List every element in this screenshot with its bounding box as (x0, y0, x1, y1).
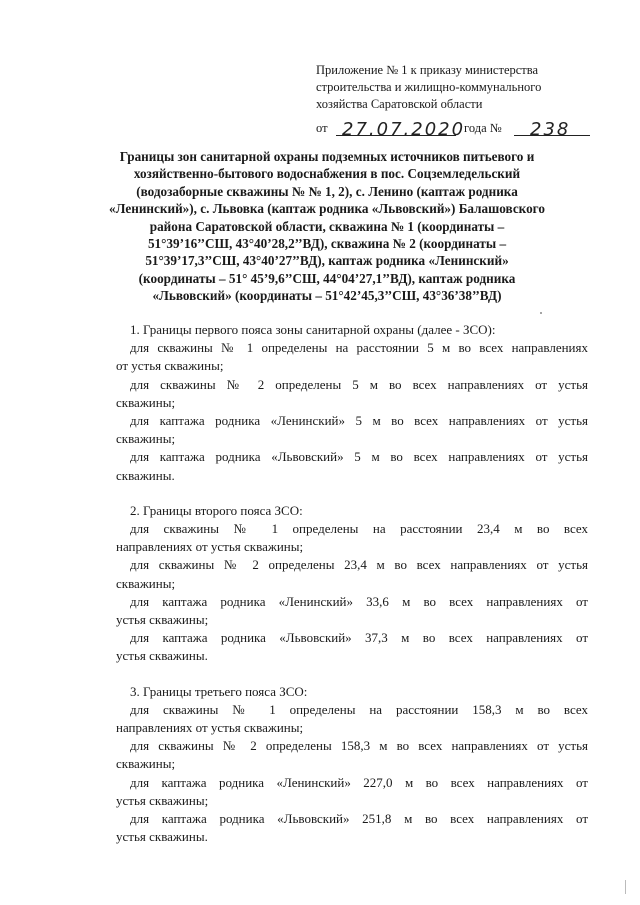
section-spacer (116, 485, 588, 502)
section-1-heading: 1. Границы первого пояса зоны санитарной охраны (далее - ЗСО): (130, 322, 496, 337)
title-line: (водозаборные скважины № № 1, 2), с. Ленино (каптаж родника (136, 183, 518, 199)
section-3-item-2 (116, 737, 588, 773)
item-line: скважины; (116, 575, 176, 591)
section-3-heading: 3. Границы третьего пояса ЗСО: (130, 683, 308, 699)
section-2-item-3 (116, 593, 588, 629)
document-body (116, 321, 588, 846)
handwritten-order-number: 238 (530, 119, 571, 140)
item-line: для каптажа родника «Ленинский» 227,0 м во всех направлениях от (130, 774, 588, 790)
section-2-item-1 (116, 520, 588, 556)
title-line: 51°39’16’’СШ, 43°40’28,2’’ВД), скважина № 2 (координаты – (147, 236, 507, 252)
section-2-item-4 (116, 629, 588, 665)
section-1-item-3 (116, 412, 588, 448)
title-line: «Львовский» (координаты – 51°42’45,3’’СШ, 43°36’38’’ВД) (152, 288, 502, 304)
item-line: устья скважины. (116, 648, 208, 664)
item-line: для скважины № 2 определены 5 м во всех направлениях от устья (130, 376, 588, 392)
title-line: района Саратовской области, скважина № 1 (координаты – (149, 218, 505, 234)
item-line: устья скважины; (116, 612, 209, 628)
title-line: Границы зон санитарной охраны подземных источников питьевого и (119, 149, 535, 164)
item-line: направлениях от устья скважины; (116, 539, 304, 555)
appendix-header (316, 62, 616, 139)
section-1-item-2 (116, 376, 588, 412)
item-line: устья скважины; (116, 792, 209, 808)
title-line: 51°39’17,3’’СШ, 43°40’27’’ВД), каптаж родника «Ленинский» (145, 253, 509, 269)
item-line: для скважины № 1 определены на расстоянии 23,4 м во всех (130, 521, 588, 537)
item-line: скважины; (116, 431, 176, 447)
section-3-item-1 (116, 701, 588, 737)
document-title (92, 148, 562, 305)
item-line: скважины; (116, 756, 176, 772)
scan-speck (540, 312, 542, 314)
item-line: для скважины № 2 определены 23,4 м во всех направлениях от устья (130, 557, 588, 573)
section-1-item-1 (116, 339, 588, 375)
section-spacer (116, 666, 588, 683)
appendix-line-3: хозяйства Саратовской области (316, 97, 483, 111)
item-line: направлениях от устья скважины; (116, 720, 304, 736)
appendix-line-2: строительства и жилищно-коммунального (316, 80, 542, 94)
item-line: для скважины № 2 определены 158,3 м во всех направлениях от устья (130, 738, 588, 754)
title-line: «Ленинский»), с. Львовка (каптаж родника «Львовский») Балашовского (109, 201, 545, 217)
item-line: скважины. (116, 467, 175, 483)
section-1-item-4 (116, 448, 588, 484)
item-line: для каптажа родника «Львовский» 251,8 м во всех направлениях от (130, 811, 588, 827)
handwritten-date: 27.07.2020 (342, 119, 466, 140)
item-line: от устья скважины; (116, 358, 224, 374)
section-2-item-2 (116, 556, 588, 592)
item-line: для каптажа родника «Львовский» 37,3 м во всех направлениях от (130, 630, 588, 646)
year-number-label: года № (464, 121, 502, 135)
item-line: для каптажа родника «Ленинский» 5 м во всех направлениях от устья (130, 413, 588, 429)
item-line: для каптажа родника «Ленинский» 33,6 м во всех направлениях от (130, 593, 588, 609)
item-line: для каптажа родника «Львовский» 5 м во всех направлениях от устья (130, 449, 588, 465)
scan-edge-mark (625, 880, 636, 894)
item-line: скважины; (116, 394, 176, 410)
section-3-item-3 (116, 774, 588, 810)
from-label: от (316, 121, 328, 135)
item-line: устья скважины. (116, 829, 208, 845)
appendix-line-1: Приложение № 1 к приказу министерства (316, 63, 539, 77)
order-date-line (316, 115, 616, 139)
item-line: для скважины № 1 определены на расстоянии 5 м во всех направлениях (130, 340, 588, 356)
section-3-item-4 (116, 810, 588, 846)
title-line: (координаты – 51° 45’9,6’’СШ, 44°04’27,1’’ВД), каптаж родника (138, 270, 516, 286)
item-line: для скважины № 1 определены на расстоянии 158,3 м во всех (130, 701, 588, 717)
section-2-heading: 2. Границы второго пояса ЗСО: (130, 502, 303, 518)
title-line: хозяйственно-бытового водоснабжения в пос. Соцземледельский (133, 166, 521, 182)
